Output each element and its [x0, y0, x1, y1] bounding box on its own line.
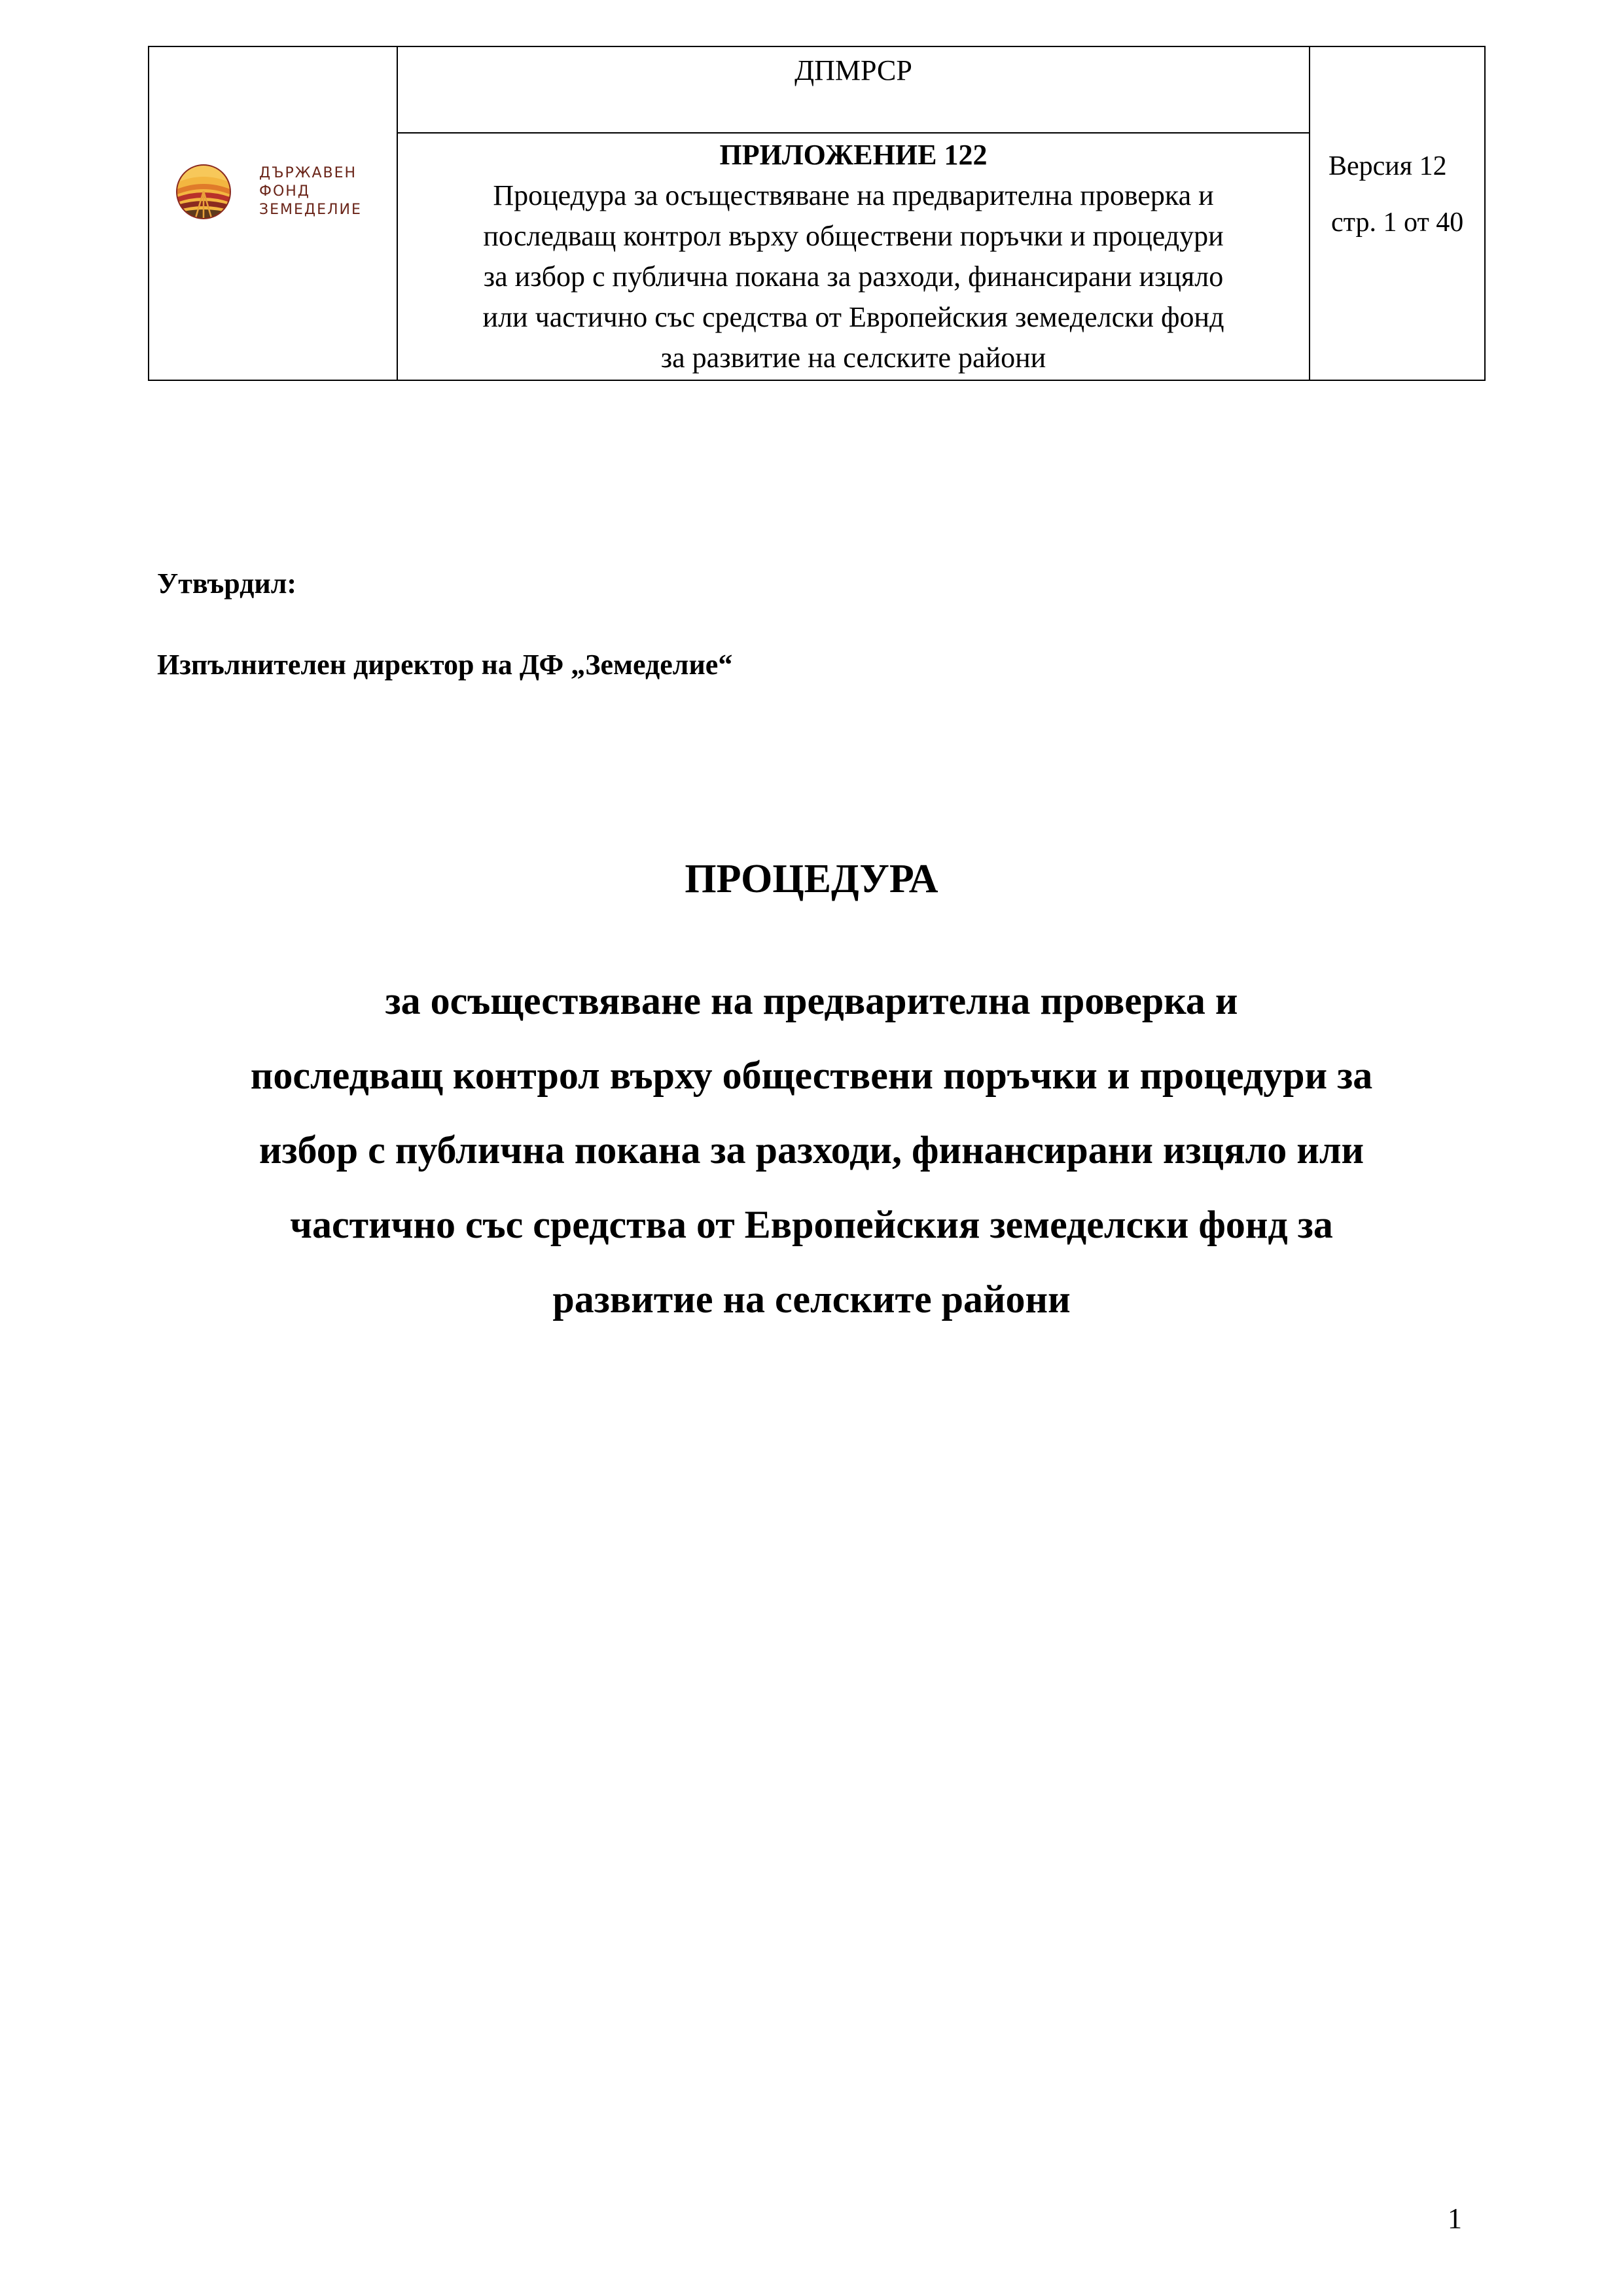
procedure-subtitle-line: за осъществяване на предварителна проверка и [385, 979, 1238, 1022]
version-cell [1310, 46, 1485, 380]
annex-number: ПРИЛОЖЕНИЕ 122 [719, 139, 988, 171]
logo-wordmark-line: ДЪРЖАВЕН [259, 165, 357, 181]
logo [175, 164, 362, 220]
procedure-subtitle [157, 963, 1466, 1336]
department-code: ДПМРСР [794, 54, 912, 86]
header-title-line: за избор с публична покана за разходи, финансирани изцяло [483, 260, 1224, 293]
procedure-heading: ПРОЦЕДУРА [685, 857, 938, 901]
header-title-line: за развитие на селските райони [660, 342, 1046, 374]
department-cell [397, 46, 1310, 133]
logo-wordmark [259, 164, 362, 219]
procedure-subtitle-line: развитие на селските райони [552, 1278, 1071, 1321]
procedure-subtitle-line: последващ контрол върху обществени поръчки и процедури за [250, 1054, 1373, 1097]
sun-field-logo-icon [175, 164, 232, 220]
logo-wordmark-line: ЗЕМЕДЕЛИЕ [259, 202, 362, 218]
header-title-line: последващ контрол върху обществени поръчки и процедури [483, 220, 1224, 252]
page-count-label: стр. 1 от 40 [1331, 207, 1464, 238]
procedure-subtitle-line: избор с публична покана за разходи, финансирани изцяло или [259, 1128, 1364, 1172]
approved-label: Утвърдил: [157, 567, 297, 600]
version-label: Версия 12 [1329, 151, 1447, 181]
title-cell [397, 133, 1310, 380]
document-header-table [148, 46, 1486, 381]
procedure-subtitle-line: частично със средства от Европейския земеделски фонд за [290, 1203, 1333, 1246]
director-signatory: Изпълнителен директор на ДФ „Земеделие“ [157, 649, 733, 681]
header-title-line: или частично със средства от Европейския земеделски фонд [482, 301, 1224, 333]
logo-cell [149, 46, 397, 380]
page-number: 1 [1448, 2202, 1462, 2234]
header-title-line: Процедура за осъществяване на предварителна проверка и [493, 179, 1214, 211]
logo-wordmark-line: ФОНД [259, 183, 310, 200]
